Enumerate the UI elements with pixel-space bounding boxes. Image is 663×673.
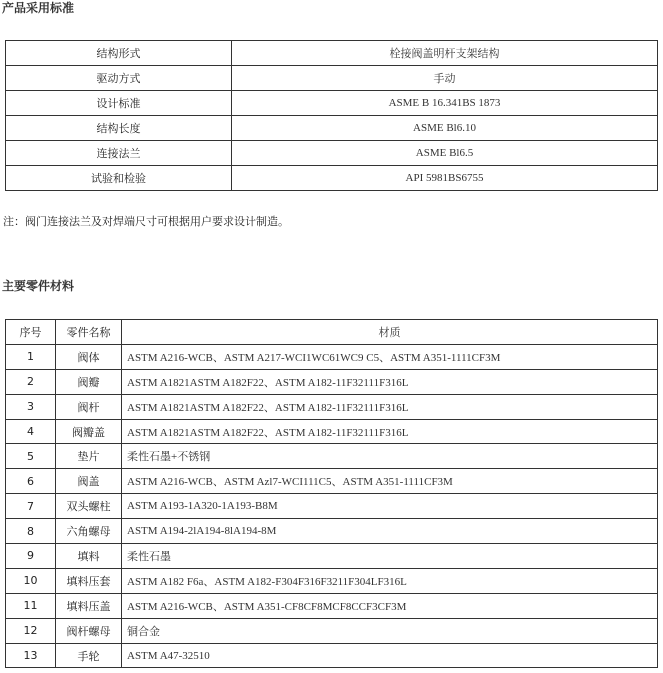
row-value: 栓接阀盖明杆支架结构 [232,41,658,66]
row-material: ASTM A1821ASTM A182F22、ASTM A182-11F32111F316L [122,369,658,394]
row-part-name: 填料 [56,544,122,569]
row-value: ASME B 16.341BS 1873 [232,91,658,116]
row-no: 6 [6,469,56,494]
table-row [6,544,658,569]
row-material: ASTM A216-WCB、ASTM A217-WCI1WC61WC9 C5、ASTM A351-1111CF3M [122,344,658,369]
row-material: ASTM A47-32510 [122,643,658,668]
table-row [6,494,658,519]
row-no: 9 [6,544,56,569]
row-material: ASTM A216-WCB、ASTM A351-CF8CF8MCF8CCF3CF3M [122,593,658,618]
row-part-name: 阀盖 [56,469,122,494]
row-no: 3 [6,394,56,419]
row-material: ASTM A216-WCB、ASTM Azl7-WCI111C5、ASTM A351-1111CF3M [122,469,658,494]
header-no: 序号 [6,320,56,345]
row-part-name: 阀体 [56,344,122,369]
table-row [6,41,658,66]
section-title-materials: 主要零件材料 [2,279,75,293]
table-row [6,91,658,116]
table-row [6,469,658,494]
row-material: 柔性石墨 [122,544,658,569]
row-value: 手动 [232,66,658,91]
materials-table [5,319,658,668]
row-no: 5 [6,444,56,469]
row-no: 4 [6,419,56,444]
row-part-name: 填料压盖 [56,593,122,618]
row-part-name: 垫片 [56,444,122,469]
row-material: 铜合金 [122,618,658,643]
standards-table [5,40,658,191]
row-material: ASTM A1821ASTM A182F22、ASTM A182-11F32111F316L [122,419,658,444]
row-no: 12 [6,618,56,643]
table-row [6,344,658,369]
row-label: 结构形式 [6,41,232,66]
row-part-name: 六角螺母 [56,519,122,544]
row-part-name: 阀瓣 [56,369,122,394]
row-part-name: 阀瓣盖 [56,419,122,444]
row-value: ASME Bl6.10 [232,116,658,141]
table-row [6,519,658,544]
table-row [6,369,658,394]
table-row [6,643,658,668]
table-row [6,394,658,419]
row-no: 7 [6,494,56,519]
row-no: 13 [6,643,56,668]
row-no: 10 [6,568,56,593]
section-title-standards: 产品采用标准 [2,1,75,15]
row-part-name: 填料压套 [56,568,122,593]
table-row [6,419,658,444]
table-row [6,618,658,643]
table-row [6,66,658,91]
row-no: 11 [6,593,56,618]
row-no: 8 [6,519,56,544]
header-material: 材质 [122,320,658,345]
row-label: 试验和检验 [6,166,232,191]
row-label: 结构长度 [6,116,232,141]
row-material: ASTM A193-1A320-1A193-B8M [122,494,658,519]
row-material: ASTM A1821ASTM A182F22、ASTM A182-11F32111F316L [122,394,658,419]
row-no: 2 [6,369,56,394]
table-row [6,116,658,141]
row-value: API 5981BS6755 [232,166,658,191]
table-row [6,593,658,618]
table-row [6,166,658,191]
standards-note: 注：阀门连接法兰及对焊端尺寸可根据用户要求设计制造。 [3,215,289,228]
row-no: 1 [6,344,56,369]
row-label: 连接法兰 [6,141,232,166]
table-row [6,141,658,166]
row-material: 柔性石墨+不锈钢 [122,444,658,469]
header-name: 零件名称 [56,320,122,345]
row-part-name: 双头螺柱 [56,494,122,519]
row-value: ASME Bl6.5 [232,141,658,166]
row-label: 驱动方式 [6,66,232,91]
row-part-name: 手轮 [56,643,122,668]
row-part-name: 阀杆 [56,394,122,419]
table-row [6,568,658,593]
row-material: ASTM A182 F6a、ASTM A182-F304F316F3211F304LF316L [122,568,658,593]
row-label: 设计标准 [6,91,232,116]
table-row [6,444,658,469]
row-material: ASTM A194-2lA194-8lA194-8M [122,519,658,544]
row-part-name: 阀杆螺母 [56,618,122,643]
table-header-row [6,320,658,345]
